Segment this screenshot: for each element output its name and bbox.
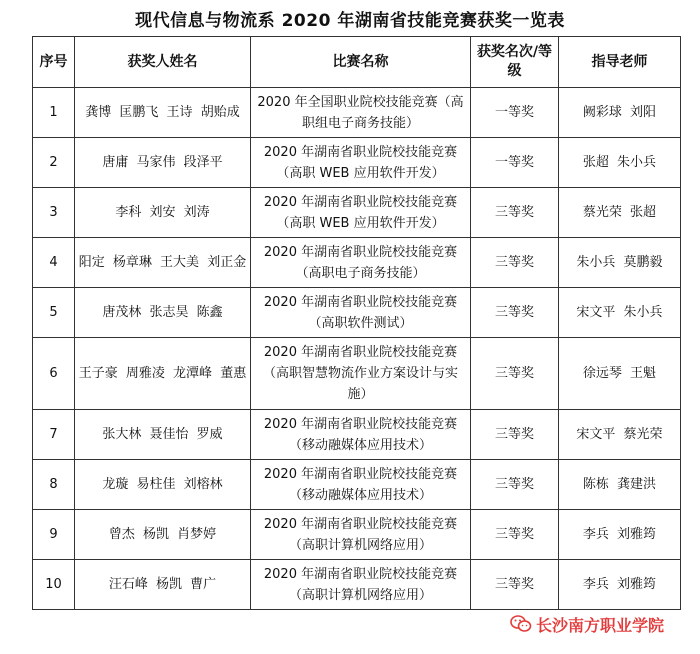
row-competition: 2020 年湖南省职业院校技能竞赛（高职 WEB 应用软件开发） <box>251 138 471 188</box>
row-no: 9 <box>33 510 75 560</box>
row-competition: 2020 年湖南省职业院校技能竞赛（高职计算机网络应用） <box>251 560 471 610</box>
row-teachers: 阙彩球 刘阳 <box>559 88 681 138</box>
table-row <box>33 238 681 288</box>
row-rank: 三等奖 <box>471 338 559 410</box>
awards-table <box>32 36 681 610</box>
row-rank: 三等奖 <box>471 510 559 560</box>
row-rank: 三等奖 <box>471 288 559 338</box>
row-names: 阳定 杨章琳 王大美 刘正金 <box>75 238 251 288</box>
row-names: 龙璇 易柱佳 刘榕林 <box>75 460 251 510</box>
header-teachers: 指导老师 <box>559 37 681 88</box>
row-no: 4 <box>33 238 75 288</box>
row-no: 6 <box>33 338 75 410</box>
header-competition: 比赛名称 <box>251 37 471 88</box>
row-competition: 2020 年湖南省职业院校技能竞赛（移动融媒体应用技术） <box>251 460 471 510</box>
table-row <box>33 410 681 460</box>
row-names: 龚博 匡鹏飞 王诗 胡贻成 <box>75 88 251 138</box>
row-rank: 一等奖 <box>471 138 559 188</box>
row-rank: 三等奖 <box>471 460 559 510</box>
row-rank: 三等奖 <box>471 238 559 288</box>
row-competition: 2020 年湖南省职业院校技能竞赛（高职电子商务技能） <box>251 238 471 288</box>
table-row <box>33 88 681 138</box>
row-no: 5 <box>33 288 75 338</box>
table-row <box>33 288 681 338</box>
row-competition: 2020 年湖南省职业院校技能竞赛（高职智慧物流作业方案设计与实施） <box>251 338 471 410</box>
row-teachers: 陈栋 龚建洪 <box>559 460 681 510</box>
table-header-row <box>33 37 681 88</box>
page-title: 现代信息与物流系 2020 年湖南省技能竞赛获奖一览表 <box>135 11 565 31</box>
table-body <box>33 88 681 610</box>
wechat-icon <box>510 614 532 634</box>
row-names: 张大林 聂佳怡 罗威 <box>75 410 251 460</box>
table-row <box>33 560 681 610</box>
row-competition: 2020 年湖南省职业院校技能竞赛（高职 WEB 应用软件开发） <box>251 188 471 238</box>
row-teachers: 朱小兵 莫鹏毅 <box>559 238 681 288</box>
table-row <box>33 188 681 238</box>
row-names: 唐茂林 张志昊 陈鑫 <box>75 288 251 338</box>
row-teachers: 徐远琴 王魁 <box>559 338 681 410</box>
row-rank: 一等奖 <box>471 88 559 138</box>
row-names: 王子豪 周雅凌 龙潭峰 董惠 <box>75 338 251 410</box>
row-competition: 2020 年全国职业院校技能竞赛（高职组电子商务技能） <box>251 88 471 138</box>
row-teachers: 宋文平 蔡光荣 <box>559 410 681 460</box>
row-no: 1 <box>33 88 75 138</box>
row-no: 3 <box>33 188 75 238</box>
row-rank: 三等奖 <box>471 188 559 238</box>
table-row <box>33 510 681 560</box>
header-rank: 获奖名次/等级 <box>471 37 559 88</box>
watermark <box>510 612 664 636</box>
row-teachers: 李兵 刘雅筠 <box>559 560 681 610</box>
header-names: 获奖人姓名 <box>75 37 251 88</box>
table-row <box>33 138 681 188</box>
row-names: 唐庸 马家伟 段泽平 <box>75 138 251 188</box>
row-competition: 2020 年湖南省职业院校技能竞赛（移动融媒体应用技术） <box>251 410 471 460</box>
row-teachers: 蔡光荣 张超 <box>559 188 681 238</box>
row-no: 10 <box>33 560 75 610</box>
row-names: 汪石峰 杨凯 曹广 <box>75 560 251 610</box>
row-competition: 2020 年湖南省职业院校技能竞赛（高职软件测试） <box>251 288 471 338</box>
row-competition: 2020 年湖南省职业院校技能竞赛（高职计算机网络应用） <box>251 510 471 560</box>
header-no: 序号 <box>33 37 75 88</box>
row-names: 曾杰 杨凯 肖梦婷 <box>75 510 251 560</box>
row-no: 8 <box>33 460 75 510</box>
row-rank: 三等奖 <box>471 410 559 460</box>
row-names: 李科 刘安 刘涛 <box>75 188 251 238</box>
table-row <box>33 338 681 410</box>
row-teachers: 宋文平 朱小兵 <box>559 288 681 338</box>
row-teachers: 张超 朱小兵 <box>559 138 681 188</box>
row-no: 2 <box>33 138 75 188</box>
row-teachers: 李兵 刘雅筠 <box>559 510 681 560</box>
table-row <box>33 460 681 510</box>
row-no: 7 <box>33 410 75 460</box>
watermark-text: 长沙南方职业学院 <box>536 615 665 635</box>
row-rank: 三等奖 <box>471 560 559 610</box>
